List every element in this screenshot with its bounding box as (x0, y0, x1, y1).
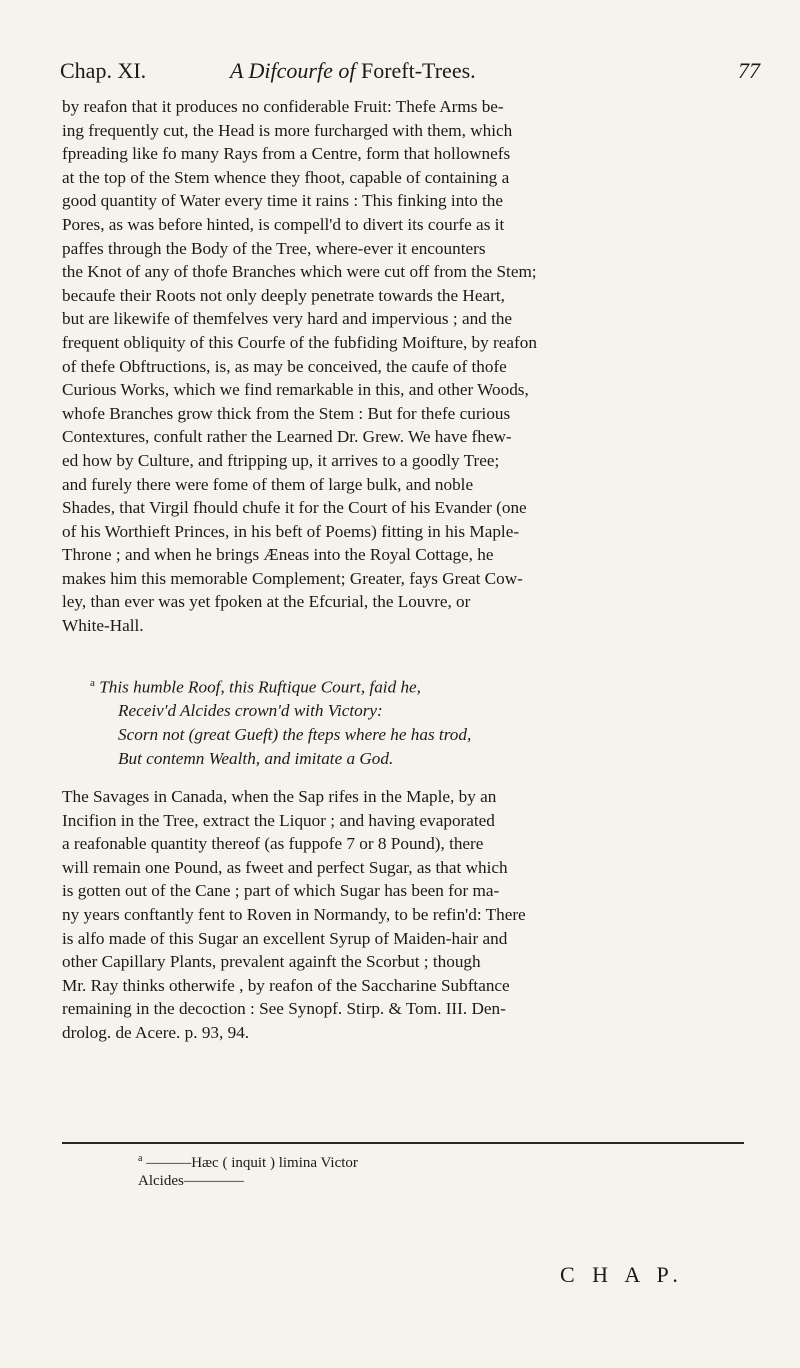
text-line: Curious Works, which we find remarkable in this, and other Woods, (62, 380, 529, 400)
text-line: ed how by Culture, and ftripping up, it arrives to a goodly Tree; (62, 450, 500, 470)
text-line: Throne ; and when he brings Æneas into the Royal Cottage, he (62, 545, 494, 565)
text-line: ley, than ever was yet fpoken at the Efcurial, the Louvre, or (62, 592, 471, 612)
text-line: paffes through the Body of the Tree, where-ever it encounters (62, 238, 486, 258)
page-number: 77 (738, 58, 760, 83)
verse-text: This humble Roof, this Ruftique Court, faid he, (99, 677, 421, 697)
text-line: is gotten out of the Cane ; part of which Sugar has been for ma- (62, 881, 500, 901)
text-line: of thefe Obftructions, is, as may be conceived, the caufe of thofe (62, 356, 507, 376)
text-line: whofe Branches grow thick from the Stem : But for thefe curious (62, 403, 511, 423)
text-line: becaufe their Roots not only deeply penetrate towards the Heart, (62, 285, 505, 305)
text-line: of his Worthieft Princes, in his beft of Poems) fitting in his Maple- (62, 521, 520, 541)
footnote-divider (62, 1142, 744, 1144)
footnote-line: Alcides———— (138, 1173, 244, 1189)
text-line: Pores, as was before hinted, is compell'd to divert its courfe as it (62, 214, 505, 234)
text-line: and furely there were fome of them of large bulk, and noble (62, 474, 474, 494)
footnote-marker: a (90, 677, 95, 689)
text-line: frequent obliquity of this Courfe of the fubfiding Moifture, by reafon (62, 332, 537, 352)
text-line: at the top of the Stem whence they fhoot, capable of containing a (62, 167, 510, 187)
text-line: Incifion in the Tree, extract the Liquor ; and having evaporated (62, 810, 495, 830)
text-line: makes him this memorable Complement; Greater, fays Great Cow- (62, 568, 523, 588)
verse-line (90, 672, 730, 699)
footnote (138, 1150, 638, 1190)
text-line: drolog. de Acere. p. 93, 94. (62, 1022, 250, 1042)
footnote-marker: a (138, 1153, 143, 1164)
verse-line: Scorn not (great Gueft) the fteps where he has trod, (118, 724, 472, 744)
verse-quotation (90, 672, 730, 770)
text-line: Shades, that Virgil fhould chufe it for the Court of his Evander (one (62, 498, 527, 518)
text-line: but are likewife of themfelves very hard and impervious ; and the (62, 309, 513, 329)
footnote-line (138, 1150, 638, 1172)
text-line: by reafon that it produces no confiderable Fruit: Thefe Arms be- (62, 97, 504, 116)
catchword: C H A P. (560, 1262, 684, 1287)
paragraph-maple (62, 95, 744, 638)
running-title (230, 58, 476, 84)
running-header (60, 58, 760, 90)
chapter-label: Chap. XI. (60, 58, 147, 83)
text-line: fpreading like fo many Rays from a Centre, form that hollownefs (62, 144, 511, 164)
text-line: the Knot of any of thofe Branches which were cut off from the Stem; (62, 262, 537, 282)
running-title-italic: A Difcourfe of (230, 58, 356, 83)
text-line: remaining in the decoction : See Synopf. Stirp. & Tom. III. Den- (62, 999, 506, 1019)
text-line: White-Hall. (62, 616, 144, 636)
paragraph-savages (62, 785, 744, 1045)
text-line: other Capillary Plants, prevalent againft the Scorbut ; though (62, 952, 481, 972)
verse-line: Receiv'd Alcides crown'd with Victory: (118, 701, 383, 721)
text-line: ny years conftantly fent to Roven in Normandy, to be refin'd: There (62, 904, 526, 924)
text-line: Contextures, confult rather the Learned Dr. Grew. We have fhew- (62, 427, 512, 447)
text-line: a reafonable quantity thereof (as fuppofe 7 or 8 Pound), there (62, 834, 484, 854)
text-line: will remain one Pound, as fweet and perfect Sugar, as that which (62, 857, 508, 877)
footnote-text: ———Hæc ( inquit ) limina Victor (146, 1155, 358, 1171)
text-line: ing frequently cut, the Head is more furcharged with them, which (62, 120, 513, 140)
text-line: Mr. Ray thinks otherwife , by reafon of the Saccharine Subftance (62, 975, 510, 995)
verse-line: But contemn Wealth, and imitate a God. (118, 748, 394, 768)
text-line: good quantity of Water every time it rains : This finking into the (62, 191, 503, 211)
text-line: is alfo made of this Sugar an excellent Syrup of Maiden-hair and (62, 928, 508, 948)
text-line: The Savages in Canada, when the Sap rifes in the Maple, by an (62, 787, 497, 806)
running-title-plain: Foreft-Trees. (360, 58, 476, 83)
